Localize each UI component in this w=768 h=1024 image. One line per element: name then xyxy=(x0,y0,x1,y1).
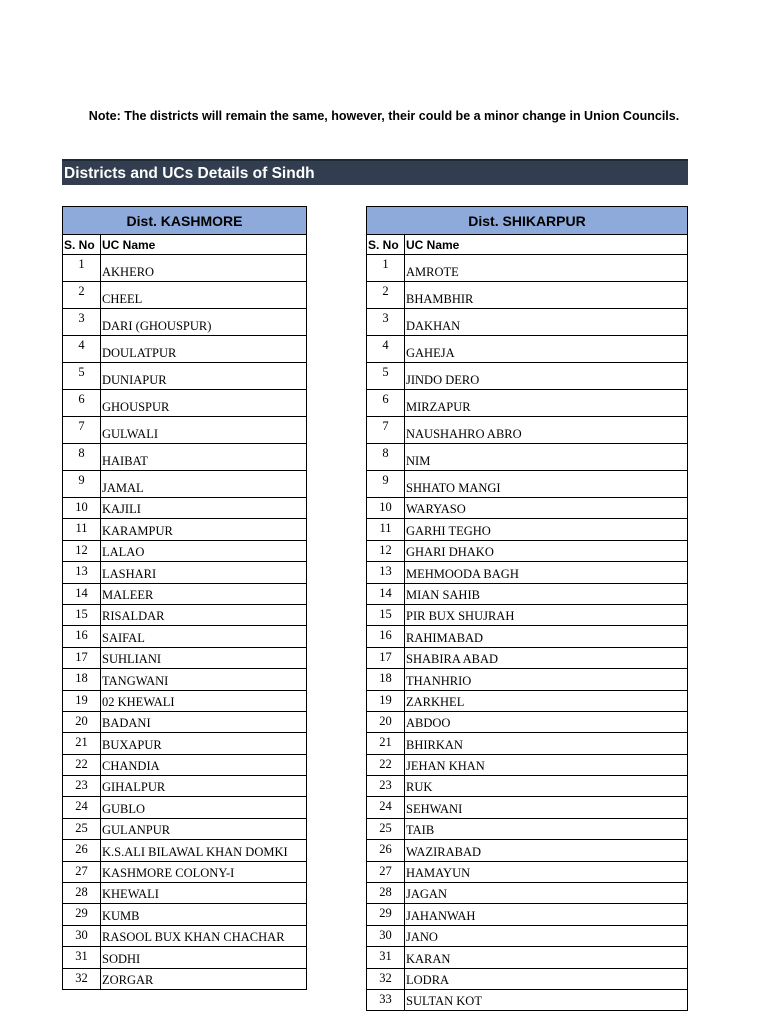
serial-number-cell: 20 xyxy=(367,711,405,732)
table-row xyxy=(367,711,688,732)
serial-number-cell: 25 xyxy=(367,818,405,839)
serial-number-cell: 19 xyxy=(367,690,405,711)
uc-name-cell: RUK xyxy=(405,776,688,797)
table-row xyxy=(63,540,307,561)
serial-number-cell: 11 xyxy=(63,519,101,540)
table-row xyxy=(63,883,307,904)
table-row xyxy=(367,604,688,625)
serial-number-cell: 12 xyxy=(367,540,405,561)
table-row xyxy=(367,471,688,498)
table-row xyxy=(367,390,688,417)
uc-name-cell: BHIRKAN xyxy=(405,733,688,754)
table-row xyxy=(63,417,307,444)
uc-name-cell: GHOUSPUR xyxy=(101,390,307,417)
note-text: Note: The districts will remain the same, however, their could be a minor change in Union Councils. xyxy=(88,109,680,123)
table-row xyxy=(367,647,688,668)
serial-number-cell: 19 xyxy=(63,690,101,711)
uc-name-cell: BUXAPUR xyxy=(101,733,307,754)
section-title: Districts and UCs Details of Sindh xyxy=(62,159,688,185)
uc-name-cell: BADANI xyxy=(101,711,307,732)
table-row xyxy=(367,498,688,519)
serial-number-cell: 27 xyxy=(367,861,405,882)
uc-name-cell: JANO xyxy=(405,925,688,946)
uc-name-cell: ZARKHEL xyxy=(405,690,688,711)
serial-number-cell: 23 xyxy=(63,776,101,797)
uc-name-cell: WARYASO xyxy=(405,498,688,519)
table-row xyxy=(367,883,688,904)
table-row xyxy=(63,647,307,668)
uc-name-cell: CHEEL xyxy=(101,282,307,309)
table-row xyxy=(367,583,688,604)
uc-name-cell: GUBLO xyxy=(101,797,307,818)
uc-name-cell: JINDO DERO xyxy=(405,363,688,390)
serial-number-cell: 16 xyxy=(367,626,405,647)
kashmore-rows xyxy=(63,255,307,990)
serial-number-cell: 6 xyxy=(63,390,101,417)
serial-number-cell: 6 xyxy=(367,390,405,417)
table-row xyxy=(63,583,307,604)
table-row xyxy=(367,255,688,282)
uc-name-cell: GHARI DHAKO xyxy=(405,540,688,561)
table-row xyxy=(367,690,688,711)
table-row xyxy=(367,336,688,363)
kashmore-ucname-header: UC Name xyxy=(101,235,307,255)
uc-name-cell: HAMAYUN xyxy=(405,861,688,882)
serial-number-cell: 3 xyxy=(63,309,101,336)
table-row xyxy=(63,776,307,797)
table-row xyxy=(63,444,307,471)
table-row xyxy=(367,733,688,754)
serial-number-cell: 14 xyxy=(367,583,405,604)
table-row xyxy=(367,947,688,968)
table-row xyxy=(367,754,688,775)
serial-number-cell: 15 xyxy=(367,604,405,625)
uc-name-cell: WAZIRABAD xyxy=(405,840,688,861)
table-row xyxy=(63,282,307,309)
serial-number-cell: 29 xyxy=(367,904,405,925)
table-row xyxy=(367,925,688,946)
serial-number-cell: 2 xyxy=(367,282,405,309)
serial-number-cell: 9 xyxy=(367,471,405,498)
serial-number-cell: 21 xyxy=(63,733,101,754)
serial-number-cell: 22 xyxy=(367,754,405,775)
table-row xyxy=(367,861,688,882)
serial-number-cell: 21 xyxy=(367,733,405,754)
table-row xyxy=(367,904,688,925)
uc-name-cell: MEHMOODA BAGH xyxy=(405,562,688,583)
serial-number-cell: 18 xyxy=(63,669,101,690)
table-row xyxy=(63,733,307,754)
uc-name-cell: GAHEJA xyxy=(405,336,688,363)
uc-name-cell: LASHARI xyxy=(101,562,307,583)
uc-name-cell: SAIFAL xyxy=(101,626,307,647)
uc-name-cell: KAJILI xyxy=(101,498,307,519)
table-row xyxy=(367,282,688,309)
uc-name-cell: MALEER xyxy=(101,583,307,604)
table-row xyxy=(63,797,307,818)
uc-name-cell: GARHI TEGHO xyxy=(405,519,688,540)
serial-number-cell: 24 xyxy=(367,797,405,818)
serial-number-cell: 32 xyxy=(63,968,101,989)
table-row xyxy=(63,390,307,417)
serial-number-cell: 3 xyxy=(367,309,405,336)
serial-number-cell: 10 xyxy=(63,498,101,519)
serial-number-cell: 4 xyxy=(367,336,405,363)
kashmore-district-header: Dist. KASHMORE xyxy=(63,207,307,235)
uc-name-cell: ABDOO xyxy=(405,711,688,732)
uc-name-cell: TAIB xyxy=(405,818,688,839)
uc-name-cell: SHABIRA ABAD xyxy=(405,647,688,668)
table-row xyxy=(63,604,307,625)
table-row xyxy=(63,904,307,925)
serial-number-cell: 9 xyxy=(63,471,101,498)
uc-name-cell: JAHANWAH xyxy=(405,904,688,925)
table-row xyxy=(63,690,307,711)
table-row xyxy=(367,363,688,390)
table-row xyxy=(63,711,307,732)
table-row xyxy=(63,471,307,498)
serial-number-cell: 12 xyxy=(63,540,101,561)
serial-number-cell: 8 xyxy=(63,444,101,471)
uc-name-cell: RASOOL BUX KHAN CHACHAR xyxy=(101,925,307,946)
uc-name-cell: KARAN xyxy=(405,947,688,968)
table-row xyxy=(63,309,307,336)
table-row xyxy=(367,776,688,797)
uc-name-cell: SUHLIANI xyxy=(101,647,307,668)
table-row xyxy=(367,626,688,647)
uc-name-cell: HAIBAT xyxy=(101,444,307,471)
uc-name-cell: NAUSHAHRO ABRO xyxy=(405,417,688,444)
uc-name-cell: KHEWALI xyxy=(101,883,307,904)
shikarpur-sno-header: S. No xyxy=(367,235,405,255)
serial-number-cell: 20 xyxy=(63,711,101,732)
uc-name-cell: THANHRIO xyxy=(405,669,688,690)
table-row xyxy=(367,309,688,336)
serial-number-cell: 18 xyxy=(367,669,405,690)
table-row xyxy=(63,861,307,882)
serial-number-cell: 28 xyxy=(367,883,405,904)
uc-name-cell: AKHERO xyxy=(101,255,307,282)
uc-name-cell: KARAMPUR xyxy=(101,519,307,540)
uc-name-cell: GULANPUR xyxy=(101,818,307,839)
uc-name-cell: KUMB xyxy=(101,904,307,925)
uc-name-cell: SEHWANI xyxy=(405,797,688,818)
serial-number-cell: 14 xyxy=(63,583,101,604)
uc-name-cell: MIRZAPUR xyxy=(405,390,688,417)
uc-name-cell: LODRA xyxy=(405,968,688,989)
table-row xyxy=(367,417,688,444)
serial-number-cell: 5 xyxy=(367,363,405,390)
serial-number-cell: 26 xyxy=(63,840,101,861)
table-row xyxy=(63,754,307,775)
shikarpur-rows xyxy=(367,255,688,1011)
serial-number-cell: 32 xyxy=(367,968,405,989)
uc-name-cell: GIHALPUR xyxy=(101,776,307,797)
serial-number-cell: 17 xyxy=(367,647,405,668)
uc-name-cell: DOULATPUR xyxy=(101,336,307,363)
serial-number-cell: 7 xyxy=(63,417,101,444)
table-row xyxy=(367,840,688,861)
uc-name-cell: DAKHAN xyxy=(405,309,688,336)
serial-number-cell: 10 xyxy=(367,498,405,519)
uc-name-cell: RAHIMABAD xyxy=(405,626,688,647)
serial-number-cell: 25 xyxy=(63,818,101,839)
serial-number-cell: 15 xyxy=(63,604,101,625)
table-row xyxy=(63,498,307,519)
serial-number-cell: 8 xyxy=(367,444,405,471)
serial-number-cell: 22 xyxy=(63,754,101,775)
serial-number-cell: 4 xyxy=(63,336,101,363)
table-row xyxy=(367,968,688,989)
serial-number-cell: 16 xyxy=(63,626,101,647)
table-row xyxy=(367,669,688,690)
table-row xyxy=(63,669,307,690)
uc-name-cell: ZORGAR xyxy=(101,968,307,989)
serial-number-cell: 2 xyxy=(63,282,101,309)
serial-number-cell: 33 xyxy=(367,989,405,1010)
uc-name-cell: 02 KHEWALI xyxy=(101,690,307,711)
serial-number-cell: 31 xyxy=(63,947,101,968)
table-row xyxy=(63,626,307,647)
table-row xyxy=(367,444,688,471)
shikarpur-district-header: Dist. SHIKARPUR xyxy=(367,207,688,235)
serial-number-cell: 1 xyxy=(367,255,405,282)
serial-number-cell: 17 xyxy=(63,647,101,668)
uc-name-cell: TANGWANI xyxy=(101,669,307,690)
table-row xyxy=(367,797,688,818)
serial-number-cell: 7 xyxy=(367,417,405,444)
uc-name-cell: GULWALI xyxy=(101,417,307,444)
table-row xyxy=(367,562,688,583)
uc-name-cell: SHHATO MANGI xyxy=(405,471,688,498)
uc-name-cell: SODHI xyxy=(101,947,307,968)
serial-number-cell: 23 xyxy=(367,776,405,797)
table-row xyxy=(63,363,307,390)
table-row xyxy=(367,818,688,839)
table-row xyxy=(63,925,307,946)
uc-name-cell: CHANDIA xyxy=(101,754,307,775)
table-row xyxy=(63,336,307,363)
uc-name-cell: SULTAN KOT xyxy=(405,989,688,1010)
table-row xyxy=(367,989,688,1010)
uc-name-cell: KASHMORE COLONY-I xyxy=(101,861,307,882)
uc-name-cell: RISALDAR xyxy=(101,604,307,625)
serial-number-cell: 13 xyxy=(63,562,101,583)
serial-number-cell: 30 xyxy=(367,925,405,946)
uc-name-cell: AMROTE xyxy=(405,255,688,282)
table-row xyxy=(63,968,307,989)
serial-number-cell: 28 xyxy=(63,883,101,904)
serial-number-cell: 24 xyxy=(63,797,101,818)
table-row xyxy=(367,540,688,561)
serial-number-cell: 1 xyxy=(63,255,101,282)
table-row xyxy=(367,519,688,540)
uc-name-cell: JAMAL xyxy=(101,471,307,498)
table-row xyxy=(63,255,307,282)
uc-name-cell: LALAO xyxy=(101,540,307,561)
uc-name-cell: JEHAN KHAN xyxy=(405,754,688,775)
table-row xyxy=(63,947,307,968)
uc-name-cell: DUNIAPUR xyxy=(101,363,307,390)
shikarpur-ucname-header: UC Name xyxy=(405,235,688,255)
serial-number-cell: 27 xyxy=(63,861,101,882)
kashmore-sno-header: S. No xyxy=(63,235,101,255)
uc-name-cell: MIAN SAHIB xyxy=(405,583,688,604)
serial-number-cell: 31 xyxy=(367,947,405,968)
uc-name-cell: JAGAN xyxy=(405,883,688,904)
serial-number-cell: 26 xyxy=(367,840,405,861)
kashmore-table xyxy=(62,206,307,990)
serial-number-cell: 5 xyxy=(63,363,101,390)
serial-number-cell: 11 xyxy=(367,519,405,540)
table-row xyxy=(63,840,307,861)
table-row xyxy=(63,519,307,540)
serial-number-cell: 29 xyxy=(63,904,101,925)
table-row xyxy=(63,562,307,583)
uc-name-cell: PIR BUX SHUJRAH xyxy=(405,604,688,625)
shikarpur-table xyxy=(366,206,688,1011)
table-row xyxy=(63,818,307,839)
uc-name-cell: BHAMBHIR xyxy=(405,282,688,309)
serial-number-cell: 13 xyxy=(367,562,405,583)
serial-number-cell: 30 xyxy=(63,925,101,946)
uc-name-cell: DARI (GHOUSPUR) xyxy=(101,309,307,336)
uc-name-cell: NIM xyxy=(405,444,688,471)
uc-name-cell: K.S.ALI BILAWAL KHAN DOMKI xyxy=(101,840,307,861)
